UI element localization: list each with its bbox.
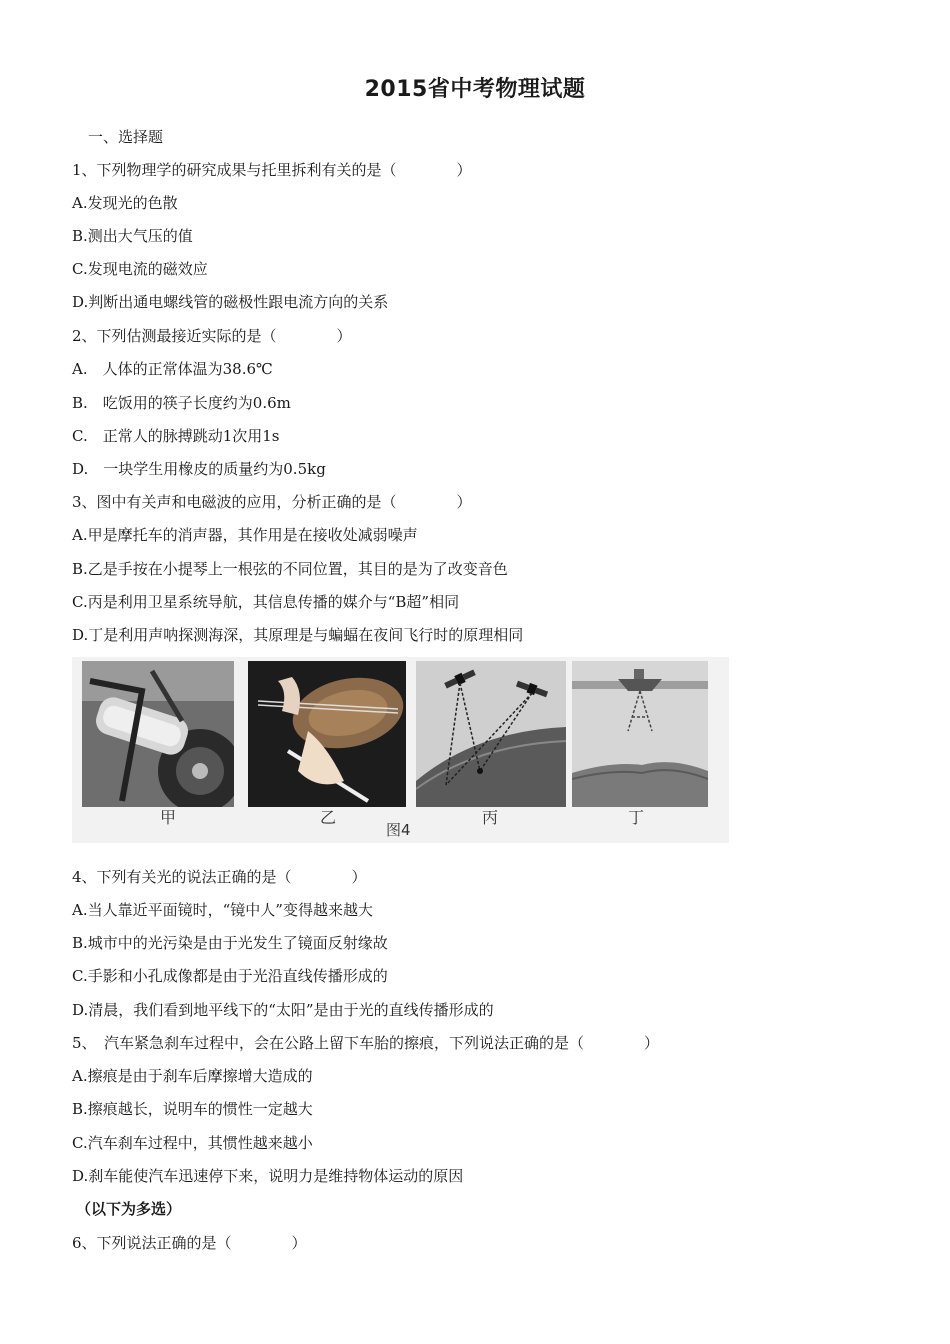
q2-option-b: B. 吃饭用的筷子长度约为0.6m: [72, 394, 291, 412]
q2-option-a: A. 人体的正常体温为38.6℃: [72, 360, 273, 378]
q2-stem: 2、下列估测最接近实际的是（ ）: [72, 327, 352, 345]
q4-option-a: A.当人靠近平面镜时，“镜中人”变得越来越大: [72, 901, 373, 919]
q5-stem: 5、 汽车紧急刹车过程中，会在公路上留下车胎的擦痕，下列说法正确的是（ ）: [72, 1034, 660, 1052]
q1-option-a: A.发现光的色散: [72, 194, 178, 212]
q5-option-c: C.汽车刹车过程中，其惯性越来越小: [72, 1134, 313, 1152]
violin-photo: [248, 661, 406, 807]
motorcycle-muffler-photo: [82, 661, 234, 807]
q1-option-c: C.发现电流的磁效应: [72, 260, 208, 278]
q3-stem: 3、图中有关声和电磁波的应用，分析正确的是（ ）: [72, 493, 472, 511]
sonar-ship-photo: [572, 661, 708, 807]
page-title: 2015省中考物理试题: [364, 77, 586, 102]
section-heading: 一、选择题: [88, 128, 164, 146]
q3-option-a: A.甲是摩托车的消声器，其作用是在接收处减弱噪声: [72, 526, 418, 544]
q3-option-c: C.丙是利用卫星系统导航，其信息传播的媒介与“B超”相同: [72, 593, 460, 611]
q1-option-b: B.测出大气压的值: [72, 227, 193, 245]
multi-select-note: （以下为多选）: [76, 1200, 182, 1218]
figure-label-jia: 甲: [160, 808, 177, 827]
figure-label-yi: 乙: [320, 808, 337, 827]
q2-option-c: C. 正常人的脉搏跳动1次用1s: [72, 427, 280, 445]
figure-label-bing: 丙: [482, 808, 499, 827]
q1-option-d: D.判断出通电螺线管的磁极性跟电流方向的关系: [72, 293, 389, 311]
q5-option-b: B.擦痕越长，说明车的惯性一定越大: [72, 1100, 313, 1118]
satellite-navigation-photo: [416, 661, 566, 807]
figure-caption: 图4: [386, 821, 411, 839]
figure-label-ding: 丁: [628, 808, 645, 827]
q2-option-d: D. 一块学生用橡皮的质量约为0.5kg: [72, 460, 326, 478]
figure-4: [72, 657, 729, 843]
q3-option-d: D.丁是利用声呐探测海深，其原理是与蝙蝠在夜间飞行时的原理相同: [72, 626, 524, 644]
q5-option-d: D.刹车能使汽车迅速停下来，说明力是维持物体运动的原因: [72, 1167, 464, 1185]
q1-stem: 1、下列物理学的研究成果与托里拆利有关的是（ ）: [72, 161, 472, 179]
q3-option-b: B.乙是手按在小提琴上一根弦的不同位置，其目的是为了改变音色: [72, 560, 508, 578]
q4-stem: 4、下列有关光的说法正确的是（ ）: [72, 868, 367, 886]
q5-option-a: A.擦痕是由于刹车后摩擦增大造成的: [72, 1067, 313, 1085]
q4-option-d: D.清晨，我们看到地平线下的“太阳”是由于光的直线传播形成的: [72, 1001, 494, 1019]
q4-option-c: C.手影和小孔成像都是由于光沿直线传播形成的: [72, 967, 388, 985]
q6-stem: 6、下列说法正确的是（ ）: [72, 1234, 307, 1252]
q4-option-b: B.城市中的光污染是由于光发生了镜面反射缘故: [72, 934, 388, 952]
